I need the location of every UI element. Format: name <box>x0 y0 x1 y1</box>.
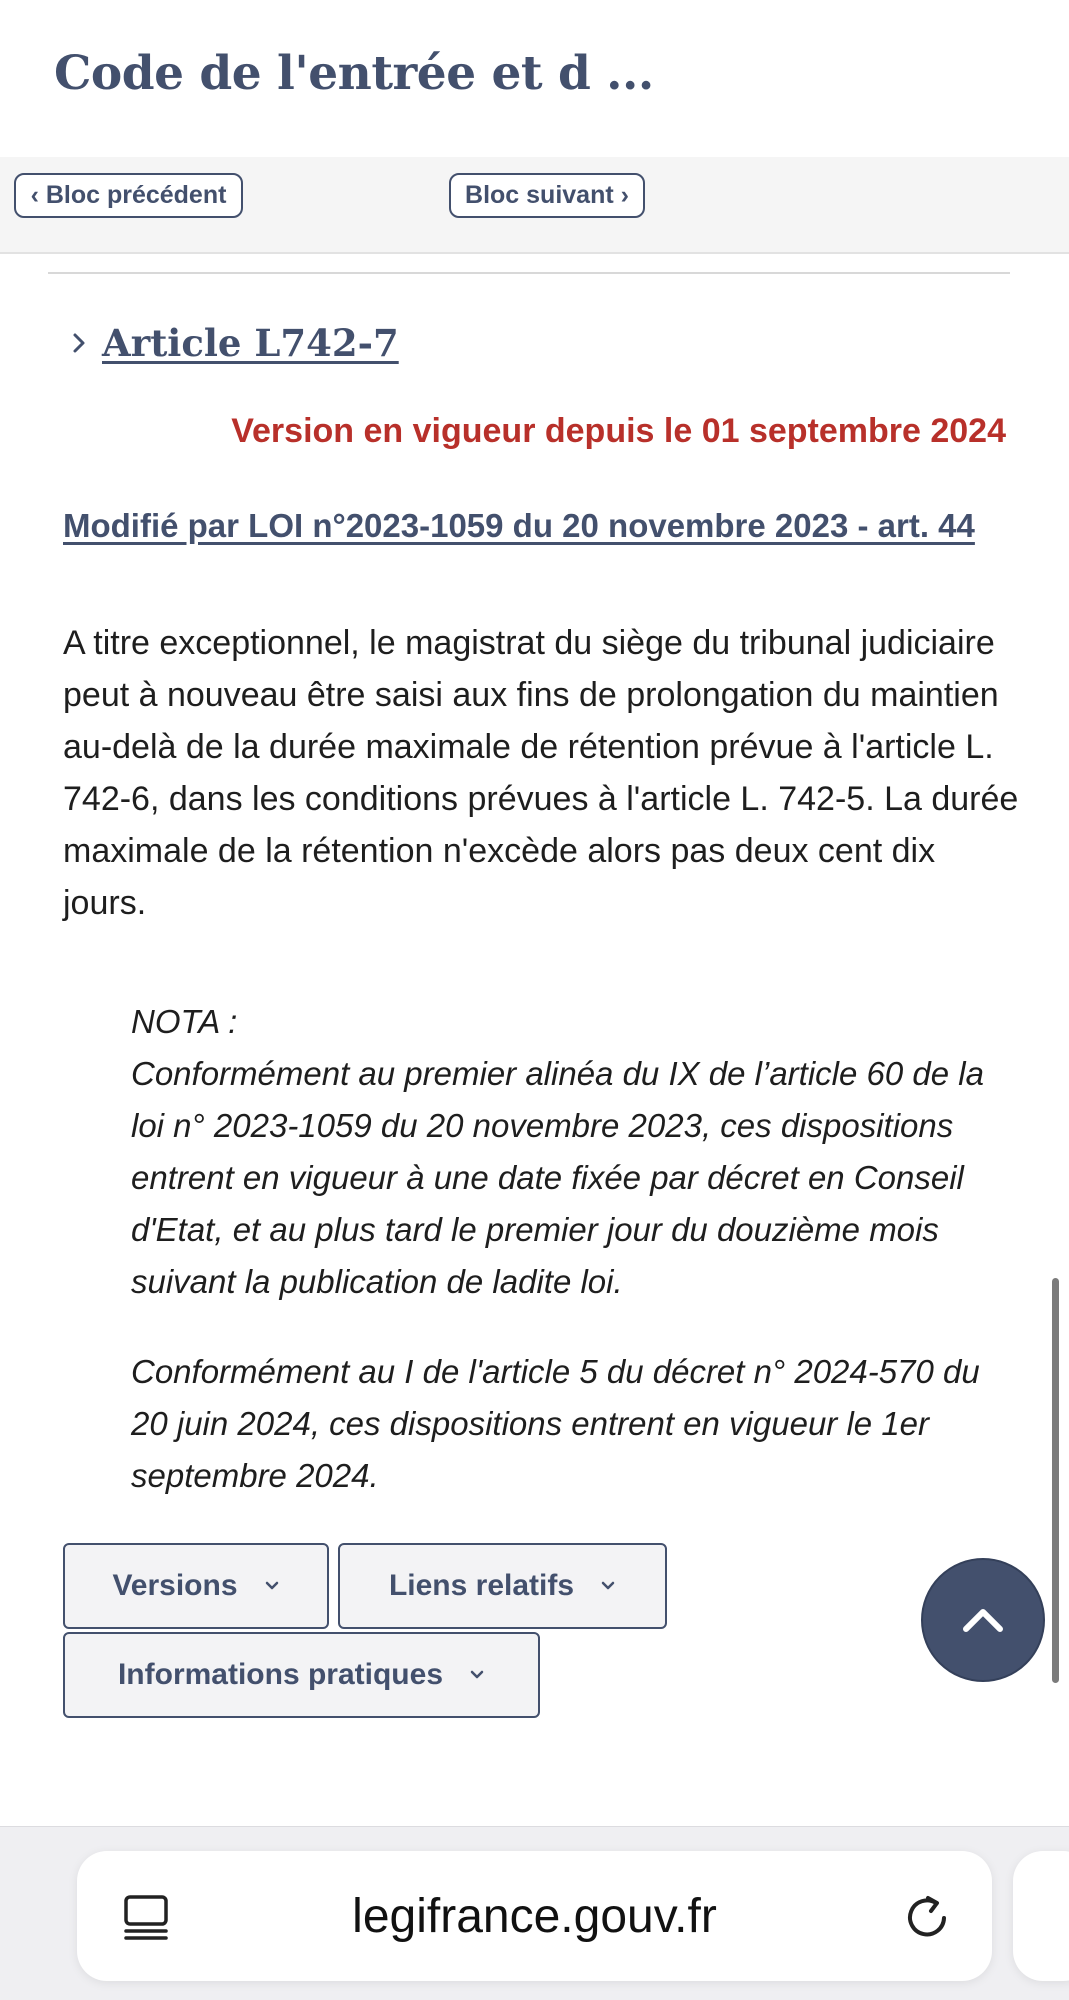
practical-info-button[interactable] <box>63 1632 540 1718</box>
nota-heading: NOTA : <box>131 1003 238 1040</box>
scrollbar[interactable] <box>1052 1278 1059 1683</box>
version-status: Version en vigueur depuis le 01 septembre 2024 <box>231 412 1006 450</box>
versions-label: Versions <box>112 1569 238 1602</box>
page-header <box>0 0 1069 157</box>
scroll-to-top-button[interactable] <box>921 1558 1045 1682</box>
address-bar[interactable] <box>77 1851 992 1981</box>
next-tab-preview[interactable] <box>1013 1851 1069 1981</box>
related-links-button[interactable] <box>338 1543 667 1629</box>
block-navigation <box>0 157 1069 254</box>
chevron-down-icon <box>469 1669 485 1681</box>
article-title-link[interactable]: Article L742-7 <box>102 321 399 365</box>
nota-block <box>131 996 1011 1502</box>
nota-paragraph: Conformément au I de l'article 5 du décret n° 2024-570 du 20 juin 2024, ces dispositions entrent en vigueur le 1er septembre 2024. <box>131 1353 980 1494</box>
nota-paragraph: Conformément au premier alinéa du IX de l’article 60 de la loi n° 2023-1059 du 20 novembre 2023, ces dispositions entrent en vigueur à une date fixée par décret en Conseil d'Etat, et au plus tard le premier jour du douzième mois suivant la publication de ladite loi. <box>131 1055 984 1300</box>
next-block-button[interactable]: Bloc suivant › <box>449 173 645 218</box>
practical-info-label: Informations pratiques <box>117 1658 444 1691</box>
chevron-down-icon <box>600 1580 616 1592</box>
reload-icon[interactable] <box>900 1890 954 1944</box>
chevron-up-icon <box>958 1603 1008 1638</box>
browser-toolbar <box>0 1826 1069 2000</box>
url-text: legifrance.gouv.fr <box>352 1889 717 1943</box>
article-body: A titre exceptionnel, le magistrat du siège du tribunal judiciaire peut à nouveau être saisi aux fins de prolongation du maintien au-delà de la durée maximale de rétention prévue à l'article L. 742-6, dans les conditions prévues à l'article L. 742-5. La durée maximale de la rétention n'excède alors pas deux cent dix jours. <box>63 624 1019 922</box>
modified-by-link[interactable]: Modifié par LOI n°2023-1059 du 20 novembre 2023 - art. 44 <box>63 507 975 544</box>
article-header[interactable] <box>72 321 399 365</box>
related-links-label: Liens relatifs <box>388 1569 575 1602</box>
versions-button[interactable] <box>63 1543 329 1629</box>
chevron-right-icon <box>72 328 92 358</box>
divider <box>48 272 1010 274</box>
previous-block-button[interactable]: ‹ Bloc précédent <box>14 173 243 218</box>
chevron-down-icon <box>264 1580 280 1592</box>
page-title: Code de l'entrée et d ... <box>54 46 654 101</box>
